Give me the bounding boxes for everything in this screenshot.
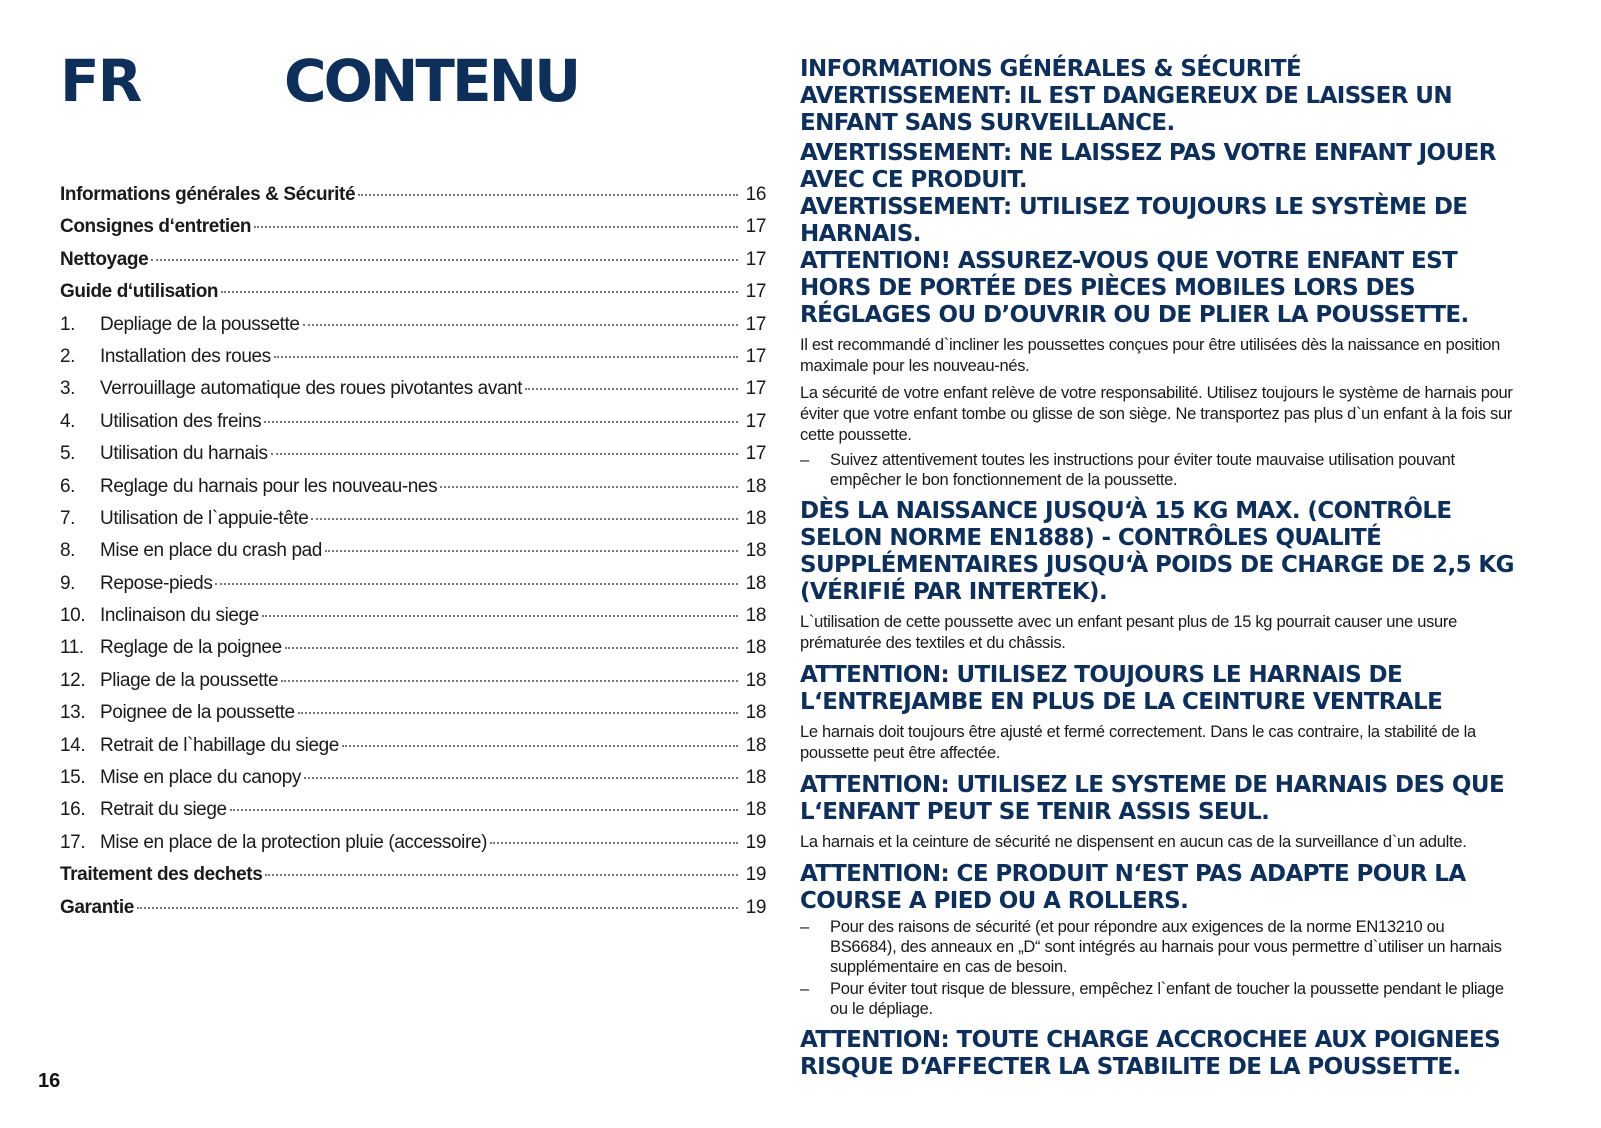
toc-dot-leader [271,453,738,455]
toc-entry-label: Traitement des dechets [60,864,263,886]
bullet-text: Pour des raisons de sécurité (et pour répondre aux exigences de la norme EN13210 ou BS6684), des anneaux en „D“ sont intégrés au harnais pour vous permettre d`utiliser un harnais supplémentaire en cas de besoin. [830,918,1502,976]
toc-entry-page: 19 [745,831,766,853]
toc-entry-number: 16. [60,799,86,821]
toc-entry-page: 18 [745,702,766,724]
toc-entry [60,346,766,378]
toc-entry-page: 17 [745,410,766,432]
toc-entry-page: 17 [745,345,766,367]
toc-entry [60,735,766,767]
toc-entry-page: 18 [745,540,766,562]
toc-entry-page: 19 [745,864,766,886]
paragraph-weight-limit: L`utilisation de cette poussette avec un enfant pesant plus de 15 kg pourrait causer une usure prématurée des textiles et du châssis. [800,613,1457,652]
toc-dot-leader [151,259,738,261]
warning-play: AVERTISSEMENT: NE LAISSEZ PAS VOTRE ENFANT JOUER AVEC CE PRODUIT. [800,140,1496,193]
toc-entry-label: Verrouillage automatique des roues pivotantes avant [100,378,523,400]
toc-entry-page: 18 [745,799,766,821]
toc-entry-number: 8. [60,540,76,562]
toc-dot-leader [440,486,738,488]
bullet-d-rings [800,917,1515,977]
toc-entry-number: 11. [60,637,84,659]
toc-entry-label: Informations générales & Sécurité [60,184,356,205]
bullet-folding [800,979,1515,1019]
toc-entry [60,767,766,799]
toc-entry [60,573,766,605]
warning-harness: AVERTISSEMENT: UTILISEZ TOUJOURS LE SYSTÈME DE HARNAIS. [800,194,1468,247]
toc-entry-label: Utilisation de l`appuie-tête [100,507,309,529]
toc-entry-label: Installation des roues [100,345,271,367]
toc-entry-number: 2. [60,345,76,367]
toc-entry-page: 18 [745,507,766,529]
toc-dot-leader [285,647,738,649]
toc-entry [60,832,766,864]
toc-entry-label: Nettoyage [60,248,149,270]
heading-sit-alone: ATTENTION: UTILISEZ LE SYSTEME DE HARNAIS DES QUE L‘ENFANT PEUT SE TENIR ASSIS SEUL. [800,772,1505,825]
toc-dot-leader [490,842,738,844]
toc-entry [60,864,766,896]
toc-dot-leader [525,388,738,390]
toc-entry-number: 7. [60,507,76,529]
toc-entry [60,605,766,637]
heading-running: ATTENTION: CE PRODUIT N‘EST PAS ADAPTE POUR LA COURSE A PIED OU A ROLLERS. [800,861,1466,914]
toc-entry-number: 3. [60,378,76,400]
toc-entry-page: 18 [745,637,766,659]
heading-weight-limit: DÈS LA NAISSANCE JUSQU‘À 15 KG MAX. (CONTRÔLE SELON NORME EN1888) - CONTRÔLES QUALITÉ SUPPLÉMENTAIRES JUSQU‘À POIDS DE CHARGE DE 2,5 KG (VÉRIFIÉ PAR INTERTEK). [800,498,1514,605]
toc-entry-number: 9. [60,572,76,594]
toc-entry [60,184,766,216]
toc-entry [60,508,766,540]
toc-entry-label: Garantie [60,896,134,918]
toc-entry [60,897,766,929]
toc-entry-number: 6. [60,475,76,497]
warning-moving-parts: ATTENTION! ASSUREZ-VOUS QUE VOTRE ENFANT EST HORS DE PORTÉE DES PIÈCES MOBILES LORS DES RÉGLAGES OU D’OUVRIR OU DE PLIER LA POUSSETTE. [800,248,1469,328]
toc-entry-page: 17 [745,443,766,465]
toc-dot-leader [262,615,738,617]
toc-entry [60,637,766,669]
bullet-dash: – [800,918,809,936]
toc-entry-label: Inclinaison du siege [100,605,259,627]
safety-section [800,56,1515,1081]
toc-entry-number: 5. [60,443,76,465]
toc-entry-page: 17 [745,378,766,400]
toc-entry-page: 17 [745,281,766,303]
toc-entry-number: 15. [60,767,86,789]
toc-entry-label: Mise en place du crash pad [100,540,322,562]
toc-entry-label: Guide d‘utilisation [60,281,219,303]
toc-entry-page: 18 [745,734,766,756]
toc-entry-label: Depliage de la poussette [100,313,300,335]
toc-entry [60,702,766,734]
paragraph-recline: Il est recommandé d`incliner les poussettes conçues pour être utilisées dès la naissance en position maximale pour les nouveau-nés. [800,336,1501,375]
bullet-instructions [800,450,1515,490]
toc-entry-number: 13. [60,702,86,724]
toc-entry-page: 19 [745,896,766,918]
toc-dot-leader [281,680,738,682]
toc-entry [60,281,766,313]
bullet-dash: – [800,451,809,469]
toc-dot-leader [274,356,738,358]
toc-entry-label: Consignes d‘entretien [60,216,252,238]
toc-entry-page: 16 [745,184,766,205]
toc-entry-label: Mise en place de la protection pluie (accessoire) [100,831,487,853]
toc-dot-leader [303,324,738,326]
toc-entry-number: 14. [60,734,86,756]
toc-entry-number: 17. [60,831,86,853]
toc-entry-number: 12. [60,669,86,691]
toc-entry-label: Utilisation des freins [100,410,262,432]
toc-entry-page: 18 [745,572,766,594]
toc-entry-label: Utilisation du harnais [100,443,268,465]
toc-dot-leader [342,745,738,747]
page-title: CONTENU [284,47,579,115]
toc-entry [60,216,766,248]
toc-entry-label: Pliage de la poussette [100,669,279,691]
toc-entry [60,476,766,508]
toc-entry-page: 17 [745,313,766,335]
toc-dot-leader [325,550,738,552]
toc-dot-leader [265,874,738,876]
toc-entry-page: 17 [745,216,766,238]
toc-dot-leader [254,226,738,228]
toc-entry [60,411,766,443]
toc-entry [60,378,766,410]
toc-entry-page: 18 [745,475,766,497]
page-number: 16 [38,1070,61,1092]
toc-entry-label: Repose-pieds [100,572,213,594]
toc-dot-leader [221,291,738,293]
toc-entry-label: Poignee de la poussette [100,702,295,724]
toc-dot-leader [298,712,738,714]
toc-entry-label: Mise en place du canopy [100,767,301,789]
paragraph-crotch-strap: Le harnais doit toujours être ajusté et fermé correctement. Dans le cas contraire, la stabilité de la poussette peut être affectée. [800,723,1476,762]
language-code: FR [60,47,141,115]
toc-entry [60,799,766,831]
toc-entry [60,443,766,475]
toc-dot-leader [304,777,738,779]
bullet-text: Suivez attentivement toutes les instructions pour éviter toute mauvaise utilisation pouvant empêcher le bon fonctionnement de la poussette. [830,451,1455,489]
toc-dot-leader [358,194,738,196]
toc-entry-label: Retrait du siege [100,799,227,821]
toc-dot-leader [230,809,738,811]
toc-entry [60,540,766,572]
toc-entry-page: 18 [745,669,766,691]
safety-heading: INFORMATIONS GÉNÉRALES & SÉCURITÉ [800,56,1302,82]
toc-dot-leader [137,907,738,909]
toc-entry-number: 4. [60,410,76,432]
toc-entry-number: 10. [60,605,86,627]
bullet-dash: – [800,980,809,998]
toc-entry-page: 18 [745,605,766,627]
paragraph-responsibility: La sécurité de votre enfant relève de votre responsabilité. Utilisez toujours le système de harnais pour éviter que votre enfant tombe ou glisse de son siège. Ne transportez pas plus d`un enfant à la fois sur cette poussette. [800,384,1513,444]
toc-entry [60,249,766,281]
heading-handle-load: ATTENTION: TOUTE CHARGE ACCROCHEE AUX POIGNEES RISQUE D‘AFFECTER LA STABILITE DE LA POUSSETTE. [800,1027,1501,1080]
toc-entry-page: 17 [745,248,766,270]
bullet-text: Pour éviter tout risque de blessure, empêchez l`enfant de toucher la poussette pendant le pliage ou le dépliage. [830,980,1504,1018]
toc-dot-leader [311,518,738,520]
toc-entry-number: 1. [60,313,76,335]
toc-dot-leader [264,421,738,423]
toc-entry-page: 18 [745,767,766,789]
toc-dot-leader [215,583,738,585]
toc-entry [60,314,766,346]
heading-crotch-strap: ATTENTION: UTILISEZ TOUJOURS LE HARNAIS DE L‘ENTREJAMBE EN PLUS DE LA CEINTURE VENTRALE [800,662,1443,715]
warning-unattended: AVERTISSEMENT: IL EST DANGEREUX DE LAISSER UN ENFANT SANS SURVEILLANCE. [800,83,1453,136]
toc-entry-label: Reglage de la poignee [100,637,282,659]
table-of-contents [60,184,766,929]
toc-entry [60,670,766,702]
paragraph-supervision: La harnais et la ceinture de sécurité ne dispensent en aucun cas de la surveillance d`un adulte. [800,833,1467,851]
toc-entry-label: Reglage du harnais pour les nouveau-nes [100,475,438,497]
toc-entry-label: Retrait de l`habillage du siege [100,734,339,756]
